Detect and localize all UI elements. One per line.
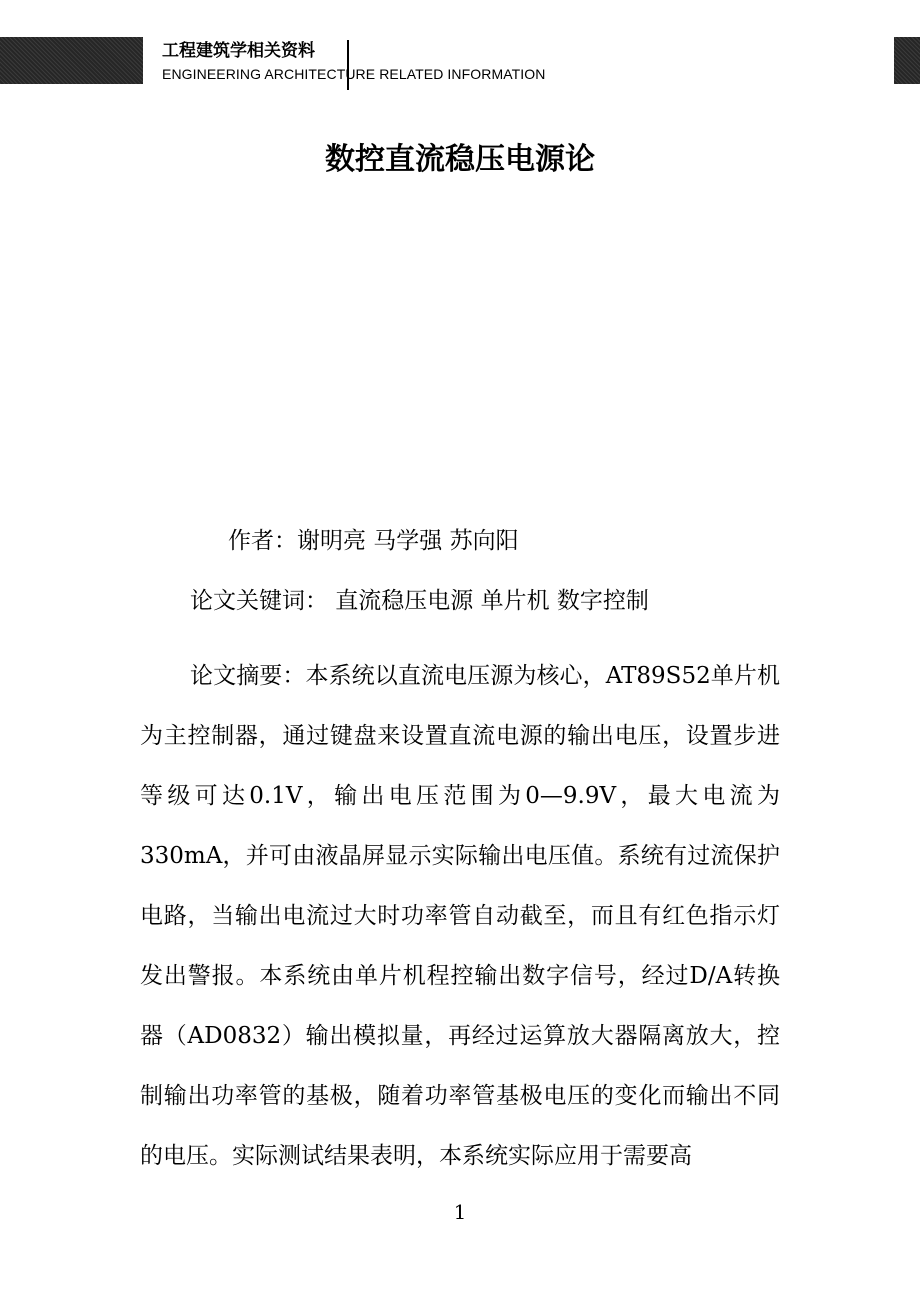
header-title-cn: 工程建筑学相关资料 (162, 41, 315, 61)
keywords-line: 论文关键词： 直流稳压电源 单片机 数字控制 (190, 588, 649, 614)
abstract-paragraph (140, 646, 780, 1186)
header-title-en: ENGINEERING ARCHITECTURE RELATED INFORMATION (162, 66, 546, 82)
header-decor-block-right (894, 37, 920, 84)
abstract-text: 论文摘要：本系统以直流电压源为核心，AT89S52单片机为主控制器，通过键盘来设置直流电源的输出电压，设置步进等级可达0.1V，输出电压范围为0—9.9V，最大电流为330mA，并可由液晶屏显示实际输出电压值。系统有过流保护电路，当输出电流过大时功率管自动截至，而且有红色指示灯发出警报。本系统由单片机程控输出数字信号，经过D/A转换器（AD0832）输出模拟量，再经过运算放大器隔离放大，控制输出功率管的基极，随着功率管基极电压的变化而输出不同的电压。实际测试结果表明，本系统实际应用于需要高 (140, 663, 780, 1169)
authors-line: 作者：谢明亮 马学强 苏向阳 (228, 528, 519, 554)
document-title: 数控直流稳压电源论 (325, 142, 595, 177)
page-number: 1 (453, 1200, 467, 1224)
header-decor-block-left (0, 37, 143, 84)
